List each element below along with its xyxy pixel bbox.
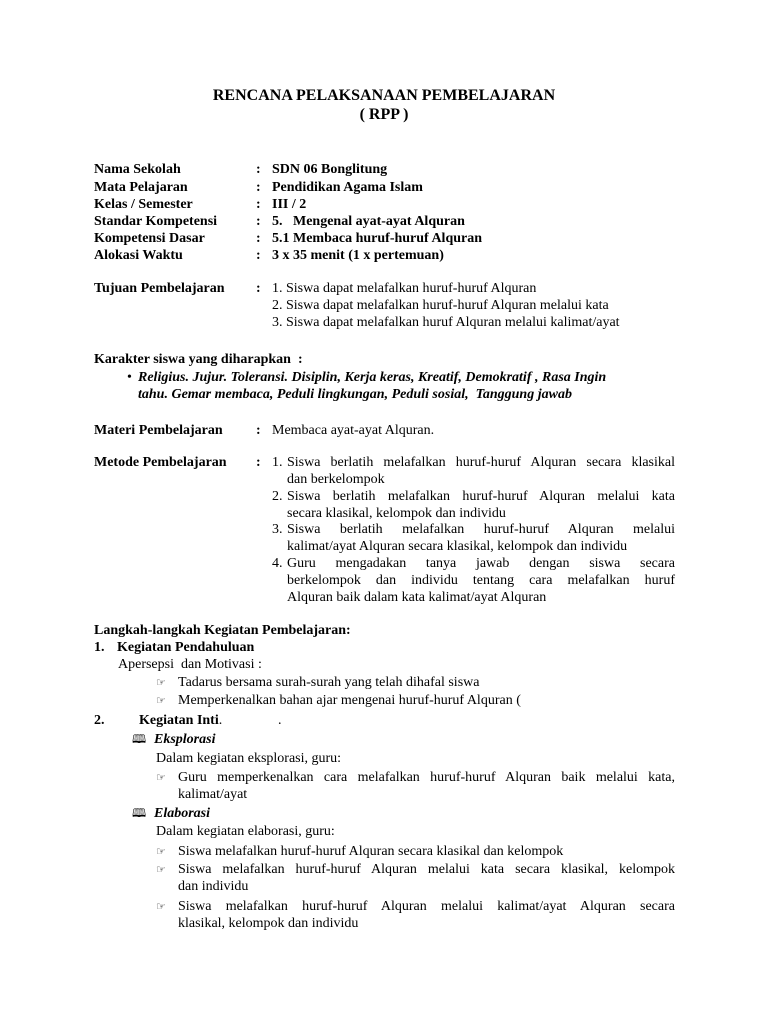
identity-colon: : [256,197,261,212]
eksplorasi-item-line: kalimat/ayat [178,787,248,802]
karakter-values-line: tahu. Gemar membaca, Peduli lingkungan, Peduli sosial, Tanggung jawab [138,387,572,402]
metode-item-line: Guru mengadakan tanya jawab dengan siswa secara [287,556,675,571]
metode-item-number: 1. [272,455,283,470]
metode-label: Metode Pembelajaran [94,455,227,470]
identity-label: Nama Sekolah [94,162,181,177]
elaborasi-title: Elaborasi [154,806,211,821]
pointing-hand-icon: ☞ [156,846,166,858]
karakter-label: Karakter siswa yang diharapkan : [94,352,303,367]
elaborasi-intro: Dalam kegiatan elaborasi, guru: [156,824,335,839]
elaborasi-item-line: klasikal, kelompok dan individu [178,916,359,931]
elaborasi-item-line: Siswa melafalkan huruf-huruf Alquran melalui kalimat/ayat Alquran secara [178,899,675,914]
metode-item-line: Siswa berlatih melafalkan huruf-huruf Alquran melalui kata [287,489,675,504]
document-title: RENCANA PELAKSANAAN PEMBELAJARAN [212,87,556,104]
pendahuluan-sub: Apersepsi dan Motivasi : [118,657,262,672]
elaborasi-item: Siswa melafalkan huruf-huruf Alquran secara klasikal dan kelompok [178,844,564,859]
identity-colon: : [256,248,261,263]
metode-item-line: berkelompok dan individu tentang cara melafalkan huruf [287,573,675,588]
identity-colon: : [256,180,261,195]
inti-suffix: . [218,713,223,728]
identity-label: Kompetensi Dasar [94,231,205,246]
metode-item-line: dan berkelompok [287,472,385,487]
identity-label: Standar Kompetensi [94,214,218,229]
materi-colon: : [256,423,261,438]
metode-item-number: 3. [272,522,283,537]
karakter-values-line: Religius. Jujur. Toleransi. Disiplin, Kerja keras, Kreatif, Demokratif , Rasa Ingin [138,370,607,385]
identity-label: Mata Pelajaran [94,180,188,195]
elaborasi-item-line: Siswa melafalkan huruf-huruf Alquran melalui kata secara klasikal, kelompok [178,862,675,877]
pointing-hand-icon: ☞ [156,695,166,707]
identity-colon: : [256,162,261,177]
metode-colon: : [256,455,261,470]
tujuan-item: 3. Siswa dapat melafalkan huruf Alquran melalui kalimat/ayat [272,315,620,330]
materi-value: Membaca ayat-ayat Alquran. [272,423,435,438]
open-book-icon: 🕮 [132,806,147,820]
inti-title: Kegiatan Inti [139,713,219,728]
materi-label: Materi Pembelajaran [94,423,223,438]
bullet-icon: • [127,370,132,385]
pointing-hand-icon: ☞ [156,864,166,876]
metode-item-line: Alquran baik dalam kata kalimat/ayat Alquran [287,590,547,605]
identity-label: Alokasi Waktu [94,248,183,263]
pendahuluan-item: Memperkenalkan bahan ajar mengenai huruf-huruf Alquran ( [178,693,521,708]
document-subtitle: ( RPP ) [359,106,409,123]
identity-colon: : [256,231,261,246]
metode-item-line: Siswa berlatih melafalkan huruf-huruf Alquran melalui [287,522,675,537]
elaborasi-item-line: dan individu [178,879,249,894]
identity-value: III / 2 [272,197,307,212]
pointing-hand-icon: ☞ [156,677,166,689]
eksplorasi-intro: Dalam kegiatan eksplorasi, guru: [156,751,342,766]
pendahuluan-number: 1. [94,640,105,655]
pendahuluan-title: Kegiatan Pendahuluan [117,640,255,655]
inti-dot: . [278,713,282,728]
tujuan-item: 1. Siswa dapat melafalkan huruf-huruf Alquran [272,281,537,296]
tujuan-label: Tujuan Pembelajaran [94,281,225,296]
identity-value: 3 x 35 menit (1 x pertemuan) [272,248,444,263]
identity-value: 5. Mengenal ayat-ayat Alquran [272,214,465,229]
pointing-hand-icon: ☞ [156,901,166,913]
identity-value: SDN 06 Bonglitung [272,162,388,177]
inti-number: 2. [94,713,105,728]
tujuan-item: 2. Siswa dapat melafalkan huruf-huruf Alquran melalui kata [272,298,609,313]
tujuan-colon: : [256,281,261,296]
metode-item-number: 2. [272,489,283,504]
eksplorasi-item-line: Guru memperkenalkan cara melafalkan huruf-huruf Alquran baik melalui kata, [178,770,675,785]
open-book-icon: 🕮 [132,732,147,746]
identity-label: Kelas / Semester [94,197,193,212]
metode-item-number: 4. [272,556,283,571]
identity-colon: : [256,214,261,229]
eksplorasi-title: Eksplorasi [154,732,216,747]
pointing-hand-icon: ☞ [156,772,166,784]
pendahuluan-item: Tadarus bersama surah-surah yang telah dihafal siswa [178,675,480,690]
identity-value: Pendidikan Agama Islam [272,180,423,195]
metode-item-line: Siswa berlatih melafalkan huruf-huruf Alquran secara klasikal [287,455,675,470]
langkah-heading: Langkah-langkah Kegiatan Pembelajaran: [94,623,351,638]
metode-item-line: secara klasikal, kelompok dan individu [287,506,506,521]
metode-item-line: kalimat/ayat Alquran secara klasikal, kelompok dan individu [287,539,628,554]
identity-value: 5.1 Membaca huruf-huruf Alquran [272,231,483,246]
